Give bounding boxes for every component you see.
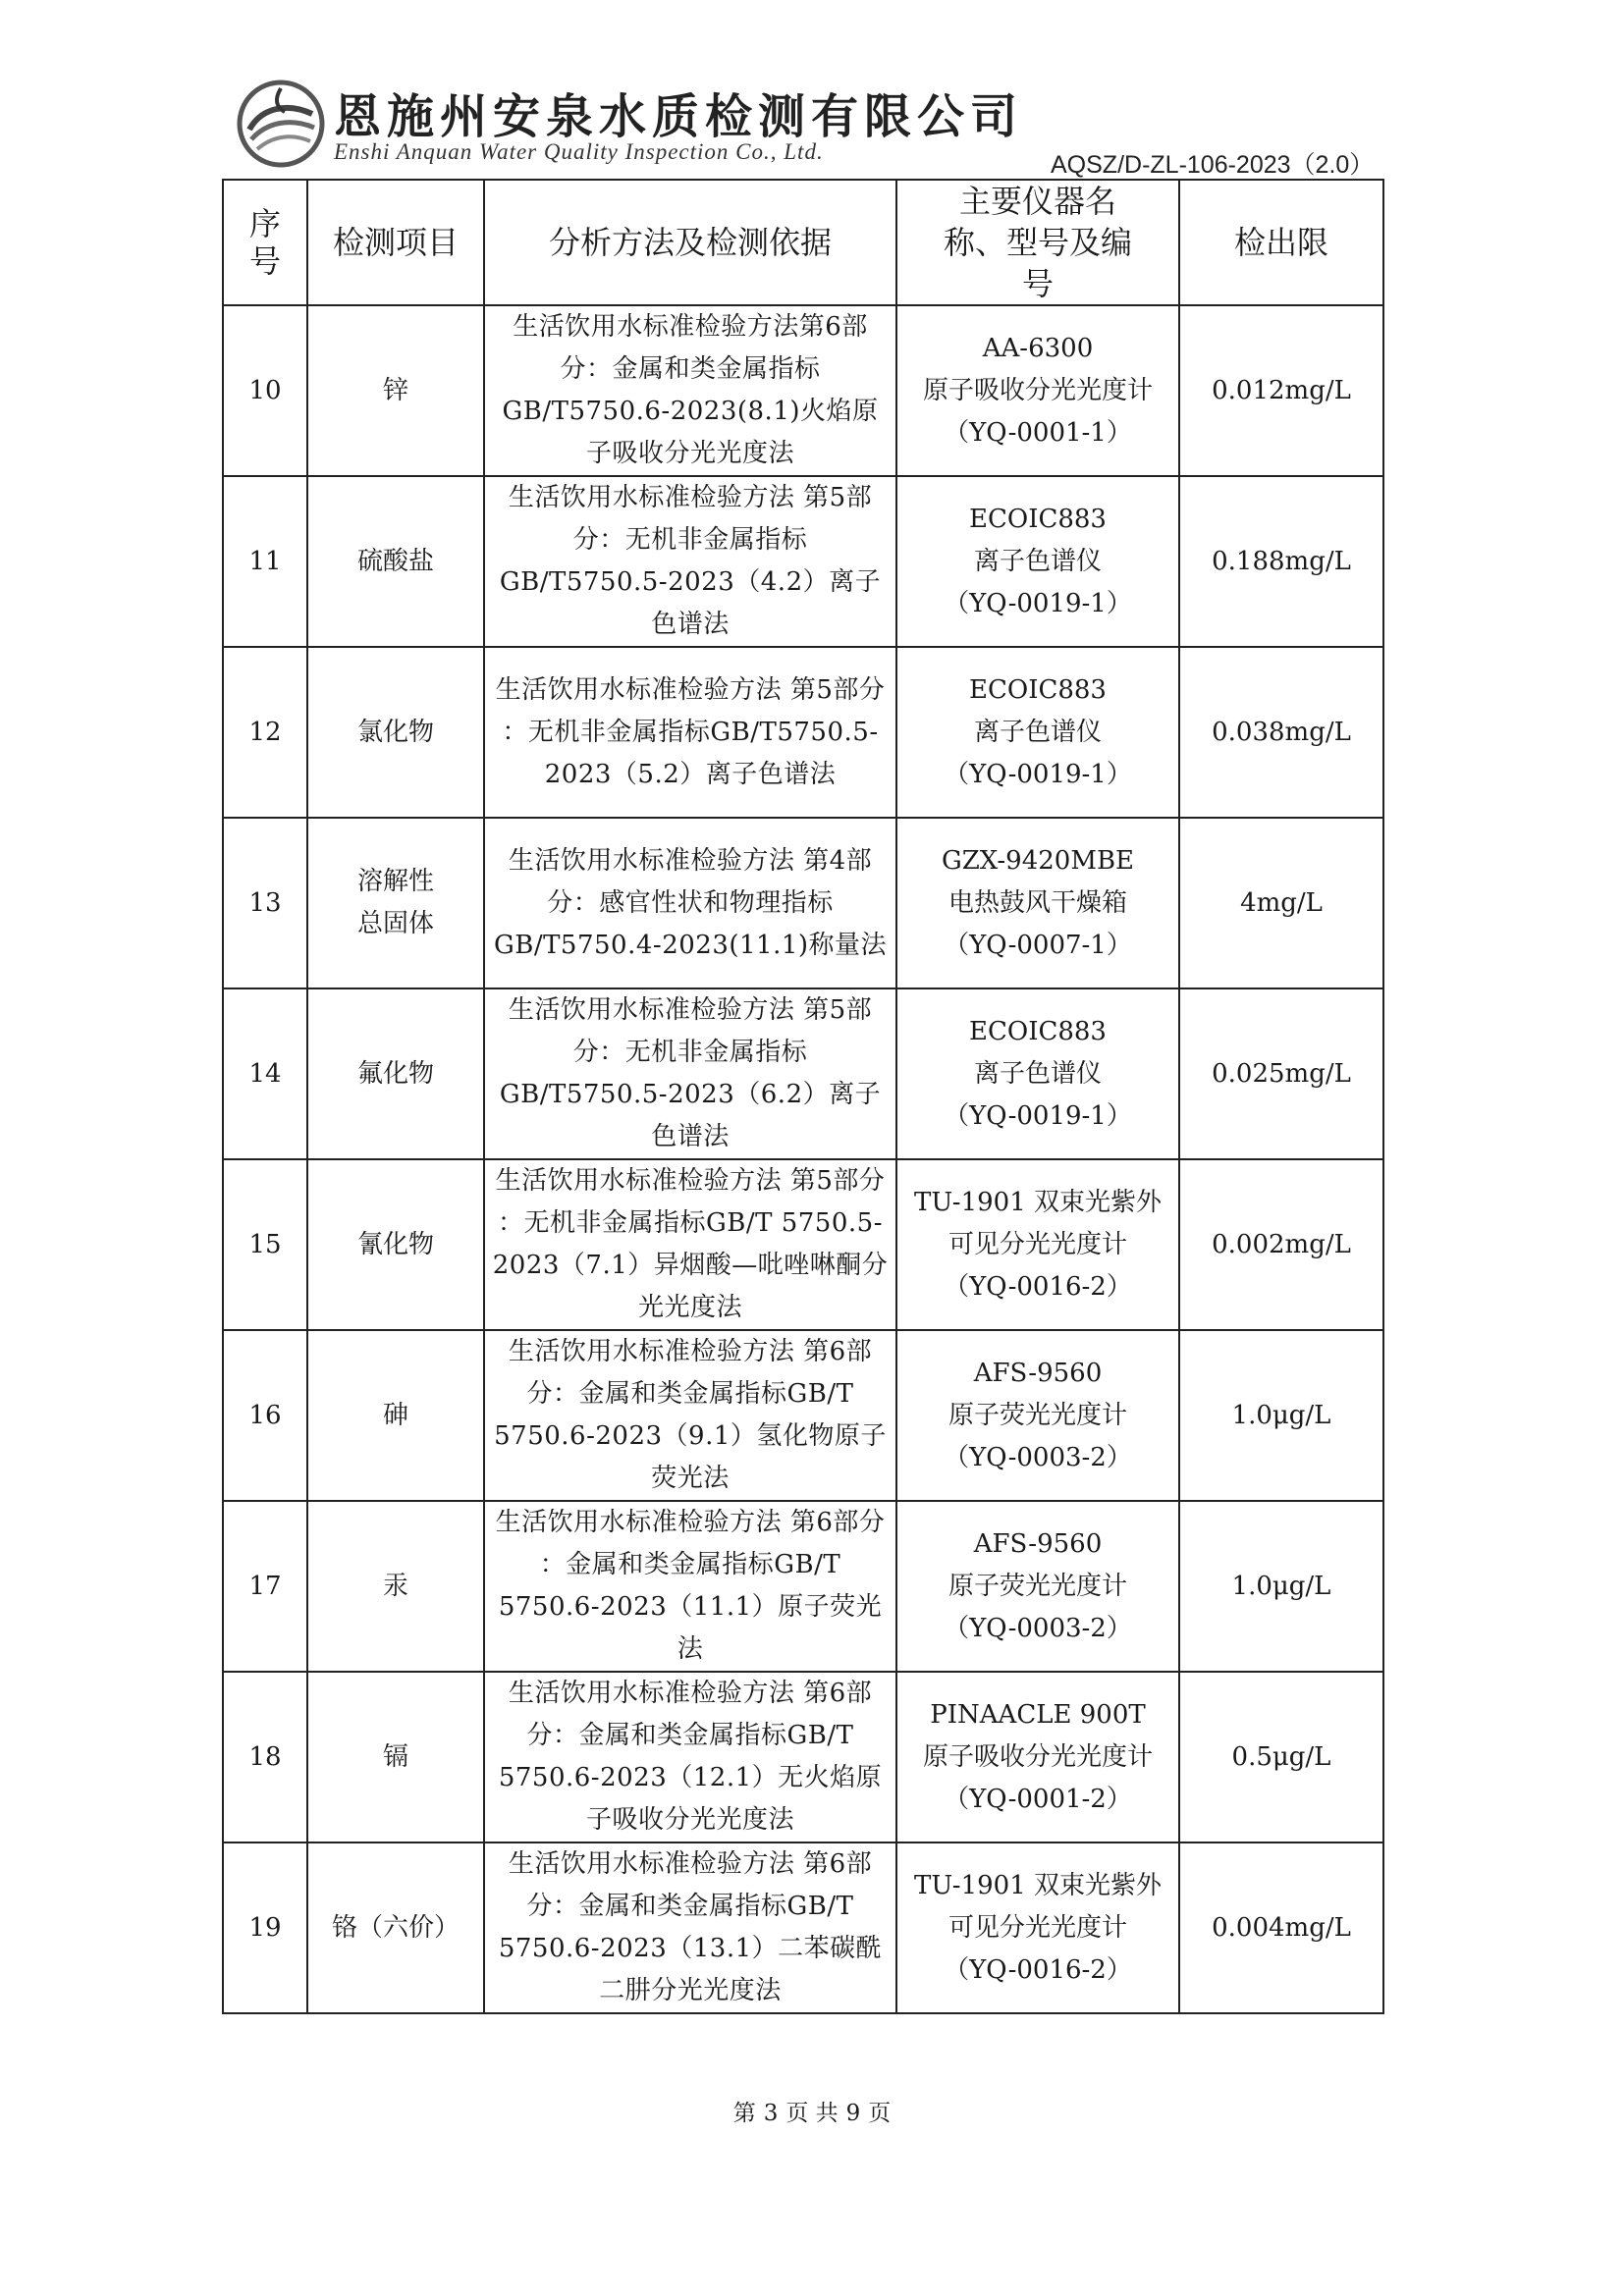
table-row bbox=[223, 1501, 1383, 1672]
detection-limit: 0.038mg/L bbox=[1179, 647, 1383, 818]
instrument-line: ECOIC883 bbox=[969, 674, 1107, 705]
table-row bbox=[223, 1330, 1383, 1501]
table-row bbox=[223, 988, 1383, 1159]
instrument-line: （YQ-0019-1） bbox=[944, 588, 1132, 618]
instrument-line: 离子色谱仪 bbox=[973, 1058, 1102, 1089]
item-name: 镉 bbox=[307, 1672, 484, 1842]
instrument-cell bbox=[896, 1159, 1179, 1330]
method-text: 生活饮用水标准检验方法 第6部分：金属和类金属指标GB/T 5750.6-2023（13.1）二苯碳酰二肼分光光度法 bbox=[484, 1842, 896, 2013]
instrument-line: 电热鼓风干燥箱 bbox=[947, 887, 1127, 918]
item-name: 溶解性总固体 bbox=[307, 818, 484, 988]
detection-limit: 0.5μg/L bbox=[1179, 1672, 1383, 1842]
instrument-line: （YQ-0016-2） bbox=[944, 1271, 1132, 1302]
table-row bbox=[223, 647, 1383, 818]
company-logo-icon bbox=[236, 79, 326, 169]
page-prefix: 第 bbox=[732, 2101, 756, 2126]
column-header-no: 序号 bbox=[223, 180, 307, 305]
document-code: AQSZ/D-ZL-106-2023（2.0） bbox=[1051, 151, 1375, 179]
detection-limit: 0.188mg/L bbox=[1179, 476, 1383, 647]
row-number: 18 bbox=[223, 1672, 307, 1842]
column-header-limit: 检出限 bbox=[1179, 180, 1383, 305]
column-header-item: 检测项目 bbox=[307, 180, 484, 305]
table-body bbox=[223, 305, 1383, 2013]
item-name: 汞 bbox=[307, 1501, 484, 1672]
instrument-cell bbox=[896, 1330, 1179, 1501]
page-suffix: 页 bbox=[868, 2101, 892, 2126]
method-text: 生活饮用水标准检验方法 第5部分 ：无机非金属指标GB/T 5750.5-2023（7.1）异烟酸—吡唑啉酮分光光度法 bbox=[484, 1159, 896, 1330]
instrument-line: （YQ-0001-2） bbox=[944, 1784, 1132, 1814]
column-header-instrument: 主要仪器名称、型号及编号 bbox=[896, 180, 1179, 305]
detection-limit: 4mg/L bbox=[1179, 818, 1383, 988]
instrument-line: 可见分光光度计 bbox=[947, 1912, 1127, 1943]
table-row bbox=[223, 818, 1383, 988]
row-number: 10 bbox=[223, 305, 307, 476]
instrument-line: TU-1901 双束光紫外 bbox=[913, 1187, 1162, 1217]
table-row bbox=[223, 1672, 1383, 1842]
inspection-methods-table bbox=[222, 179, 1384, 2014]
instrument-line: （YQ-0019-1） bbox=[944, 1100, 1132, 1131]
table-header-row bbox=[223, 180, 1383, 305]
item-name: 砷 bbox=[307, 1330, 484, 1501]
method-text: 生活饮用水标准检验方法 第6部分：金属和类金属指标GB/T 5750.6-2023（12.1）无火焰原子吸收分光光度法 bbox=[484, 1672, 896, 1842]
instrument-line: GZX-9420MBE bbox=[941, 845, 1135, 876]
row-number: 11 bbox=[223, 476, 307, 647]
detection-limit: 0.025mg/L bbox=[1179, 988, 1383, 1159]
page-footer bbox=[0, 2095, 1624, 2127]
row-number: 12 bbox=[223, 647, 307, 818]
detection-limit: 1.0μg/L bbox=[1179, 1501, 1383, 1672]
instrument-line: 原子吸收分光光度计 bbox=[922, 1741, 1153, 1772]
instrument-cell bbox=[896, 647, 1179, 818]
page-total: 9 bbox=[845, 2101, 861, 2126]
item-name: 铬（六价） bbox=[307, 1842, 484, 2013]
row-number: 19 bbox=[223, 1842, 307, 2013]
detection-limit: 0.002mg/L bbox=[1179, 1159, 1383, 1330]
item-name: 氰化物 bbox=[307, 1159, 484, 1330]
column-header-method: 分析方法及检测依据 bbox=[484, 180, 896, 305]
instrument-line: 离子色谱仪 bbox=[973, 546, 1102, 576]
detection-limit: 0.012mg/L bbox=[1179, 305, 1383, 476]
detection-limit: 0.004mg/L bbox=[1179, 1842, 1383, 2013]
instrument-line: ECOIC883 bbox=[969, 504, 1107, 534]
instrument-cell bbox=[896, 476, 1179, 647]
instrument-line: AA-6300 bbox=[982, 333, 1094, 363]
instrument-cell bbox=[896, 1672, 1179, 1842]
method-text: 生活饮用水标准检验方法 第5部分：无机非金属指标GB/T5750.5-2023（6.2）离子色谱法 bbox=[484, 988, 896, 1159]
instrument-line: PINAACLE 900T bbox=[930, 1699, 1146, 1730]
row-number: 14 bbox=[223, 988, 307, 1159]
method-text: 生活饮用水标准检验方法 第5部分 ：无机非金属指标GB/T5750.5-2023（5.2）离子色谱法 bbox=[484, 647, 896, 818]
instrument-line: （YQ-0003-2） bbox=[944, 1442, 1132, 1472]
item-name: 硫酸盐 bbox=[307, 476, 484, 647]
company-name-en: Enshi Anquan Water Quality Inspection Co., Ltd. bbox=[334, 139, 824, 164]
item-name: 氯化物 bbox=[307, 647, 484, 818]
company-name-cn: 恩施州安泉水质检测有限公司 bbox=[334, 89, 1024, 144]
instrument-line: （YQ-0003-2） bbox=[944, 1613, 1132, 1643]
instrument-cell bbox=[896, 1501, 1179, 1672]
page-mid: 页 共 bbox=[785, 2101, 839, 2126]
instrument-line: （YQ-0019-1） bbox=[944, 759, 1132, 789]
table-row bbox=[223, 305, 1383, 476]
method-text: 生活饮用水标准检验方法 第5部分：无机非金属指标GB/T5750.5-2023（4.2）离子色谱法 bbox=[484, 476, 896, 647]
table-row bbox=[223, 476, 1383, 647]
instrument-line: AFS-9560 bbox=[973, 1528, 1103, 1559]
detection-limit: 1.0μg/L bbox=[1179, 1330, 1383, 1501]
instrument-line: 可见分光光度计 bbox=[947, 1229, 1127, 1259]
instrument-line: TU-1901 双束光紫外 bbox=[913, 1870, 1162, 1900]
method-text: 生活饮用水标准检验方法 第6部分：金属和类金属指标GB/T 5750.6-2023（9.1）氢化物原子荧光法 bbox=[484, 1330, 896, 1501]
instrument-line: （YQ-0001-1） bbox=[944, 417, 1132, 448]
instrument-cell bbox=[896, 305, 1179, 476]
item-name: 氟化物 bbox=[307, 988, 484, 1159]
instrument-line: （YQ-0007-1） bbox=[944, 930, 1132, 960]
method-text: 生活饮用水标准检验方法 第4部分：感官性状和物理指标GB/T5750.4-2023(11.1)称量法 bbox=[484, 818, 896, 988]
instrument-line: 原子荧光光度计 bbox=[947, 1571, 1127, 1601]
instrument-line: 原子荧光光度计 bbox=[947, 1400, 1127, 1430]
row-number: 16 bbox=[223, 1330, 307, 1501]
instrument-cell bbox=[896, 818, 1179, 988]
table-row bbox=[223, 1842, 1383, 2013]
instrument-cell bbox=[896, 1842, 1179, 2013]
row-number: 17 bbox=[223, 1501, 307, 1672]
row-number: 15 bbox=[223, 1159, 307, 1330]
method-text: 生活饮用水标准检验方法第6部分：金属和类金属指标GB/T5750.6-2023(8.1)火焰原子吸收分光光度法 bbox=[484, 305, 896, 476]
instrument-line: （YQ-0016-2） bbox=[944, 1954, 1132, 1985]
instrument-cell bbox=[896, 988, 1179, 1159]
instrument-line: AFS-9560 bbox=[973, 1358, 1103, 1388]
method-text: 生活饮用水标准检验方法 第6部分 ：金属和类金属指标GB/T 5750.6-2023（11.1）原子荧光法 bbox=[484, 1501, 896, 1672]
table-row bbox=[223, 1159, 1383, 1330]
instrument-line: 离子色谱仪 bbox=[973, 717, 1102, 747]
row-number: 13 bbox=[223, 818, 307, 988]
instrument-line: ECOIC883 bbox=[969, 1016, 1107, 1046]
page-current: 3 bbox=[763, 2101, 779, 2126]
item-name: 锌 bbox=[307, 305, 484, 476]
instrument-line: 原子吸收分光光度计 bbox=[922, 375, 1153, 405]
